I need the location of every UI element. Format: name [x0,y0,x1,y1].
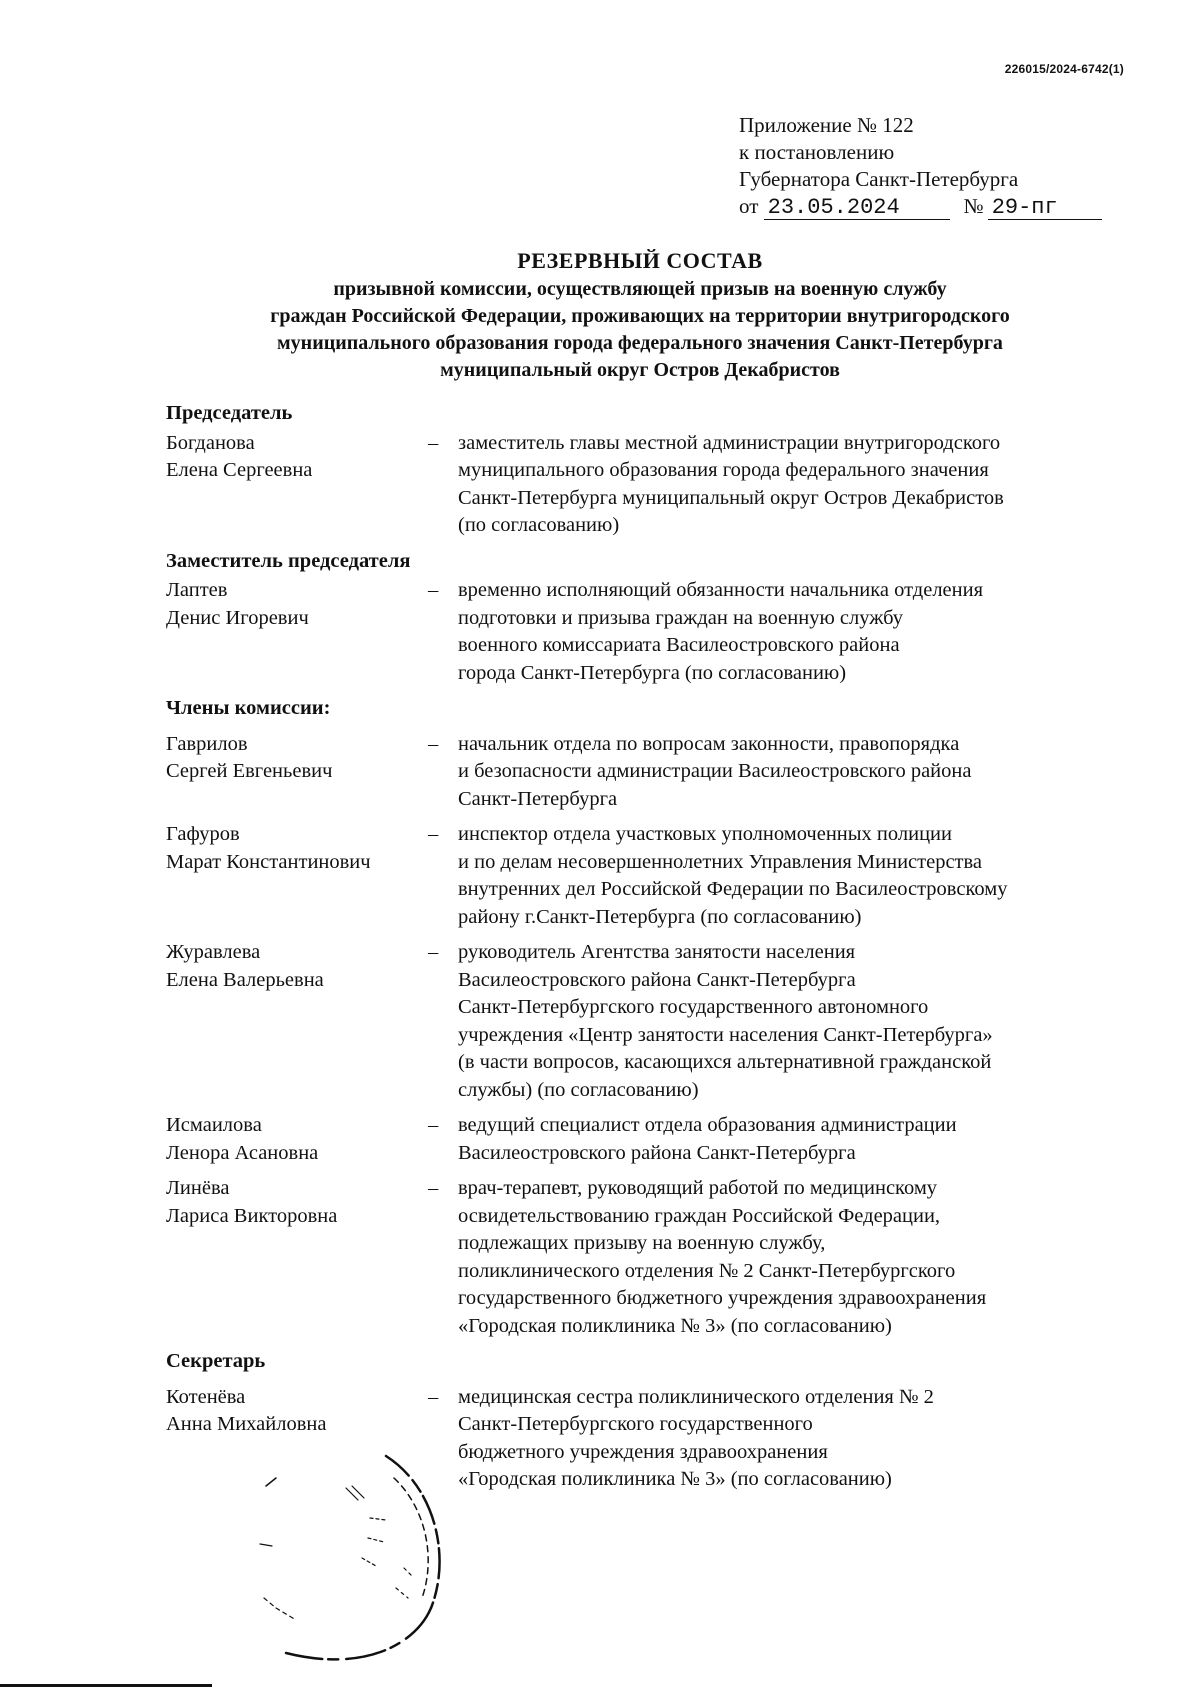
person-entry [166,731,1126,814]
document-subtitle [150,276,1130,384]
person-entry [166,939,1126,1104]
decree-date: 23.05.2024 [764,197,950,220]
person-entry [166,577,1126,687]
number-prefix: № [963,194,984,218]
person-name: Лаптев Денис Игоревич [166,579,309,629]
person-name: Котенёва Анна Михайловна [166,1385,327,1435]
appendix-block [739,112,1139,220]
date-prefix: от [739,194,759,218]
dash-separator: – [428,732,439,755]
person-role: начальник отдела по вопросам законности, правопорядка и безопасности администрации Василеостровского района Санкт-Петербурга [458,732,972,810]
person-role: медицинская сестра поликлинического отделения № 2 Санкт-Петербургского государственного бюджетного учреждения здравоохранения «Городская поликлиника № 3» (по согласованию) [458,1385,934,1490]
dash-separator: – [428,823,439,845]
person-role: инспектор отдела участковых уполномоченных полиции и по делам несовершеннолетних Управления Министерства внутренних дел Российской Федерации по Василеостровскому району г.Санкт-Петербурга (по согласованию) [458,823,1008,928]
person-entry [166,821,1126,931]
subtitle-line-1: призывной комиссии, осуществляющей призыв на военную службу [333,278,947,300]
person-name: Исмаилова Ленора Асановна [166,1114,319,1164]
person-role: временно исполняющий обязанности начальника отделения подготовки и призыва граждан на военную службу военного комиссариата Василеостровского района города Санкт-Петербурга (по согласованию) [458,579,984,684]
dash-separator: – [428,579,439,601]
subtitle-line-4: муниципальный округ Остров Декабристов [440,359,840,381]
appendix-date-line [739,193,1139,220]
person-name: Богданова Елена Сергеевна [166,431,313,481]
subtitle-line-3: муниципального образования города федерального значения Санкт-Петербурга [277,332,1003,354]
person-entry [166,1175,1126,1340]
person-name: Гаврилов Сергей Евгеньевич [166,732,333,782]
person-role: ведущий специалист отдела образования администрации Василеостровского района Санкт-Петербурга [458,1114,957,1164]
dash-separator: – [428,941,439,963]
person-role: врач-терапевт, руководящий работой по медицинскому освидетельствованию граждан Российской Федерации, подлежащих призыву на военную службу, поликлинического отделения № 2 Санкт-Петербургского государственного бюджетного учреждения здравоохранения «Городская поликлиника № 3» (по согласованию) [458,1177,987,1337]
person-name: Гафуров Марат Константинович [166,823,371,873]
decree-number: 29-пг [988,197,1102,220]
appendix-reference: к постановлению [739,140,895,164]
person-entry [166,1112,1126,1167]
document-registration-number: 226015/2024-6742(1) [1004,62,1124,76]
person-name: Журавлева Елена Валерьевна [166,941,324,991]
person-name: Линёва Лариса Викторовна [166,1177,338,1227]
bottom-rule-line [0,1684,212,1687]
subtitle-line-2: граждан Российской Федерации, проживающих на территории внутригородского [270,305,1010,327]
person-role: руководитель Агентства занятости населения Василеостровского района Санкт-Петербурга Санкт-Петербургского государственного автономного учреждения «Центр занятости населения Санкт-Петербурга» (в части вопросов, касающихся альтернативной гражданской службы) (по согласованию) [458,941,993,1101]
person-entry [166,430,1126,540]
appendix-number: Приложение № 122 [739,113,914,137]
section-secretary-title: Секретарь [166,1350,266,1372]
dash-separator: – [428,431,439,454]
person-role: заместитель главы местной администрации внутригородского муниципального образования города федерального значения Санкт-Петербурга муниципальный округ Остров Декабристов (по согласованию) [458,431,1004,536]
appendix-authority: Губернатора Санкт-Петербурга [739,167,1019,191]
document-title: РЕЗЕРВНЫЙ СОСТАВ [517,248,763,273]
dash-separator: – [428,1385,439,1408]
section-members-title: Члены комиссии: [166,697,331,719]
dash-separator: – [428,1114,439,1136]
commission-members [166,400,1126,1502]
official-seal-stamp [246,1448,466,1678]
section-chair-title: Председатель [166,402,293,424]
dash-separator: – [428,1177,439,1199]
section-deputy-title: Заместитель председателя [166,549,411,572]
